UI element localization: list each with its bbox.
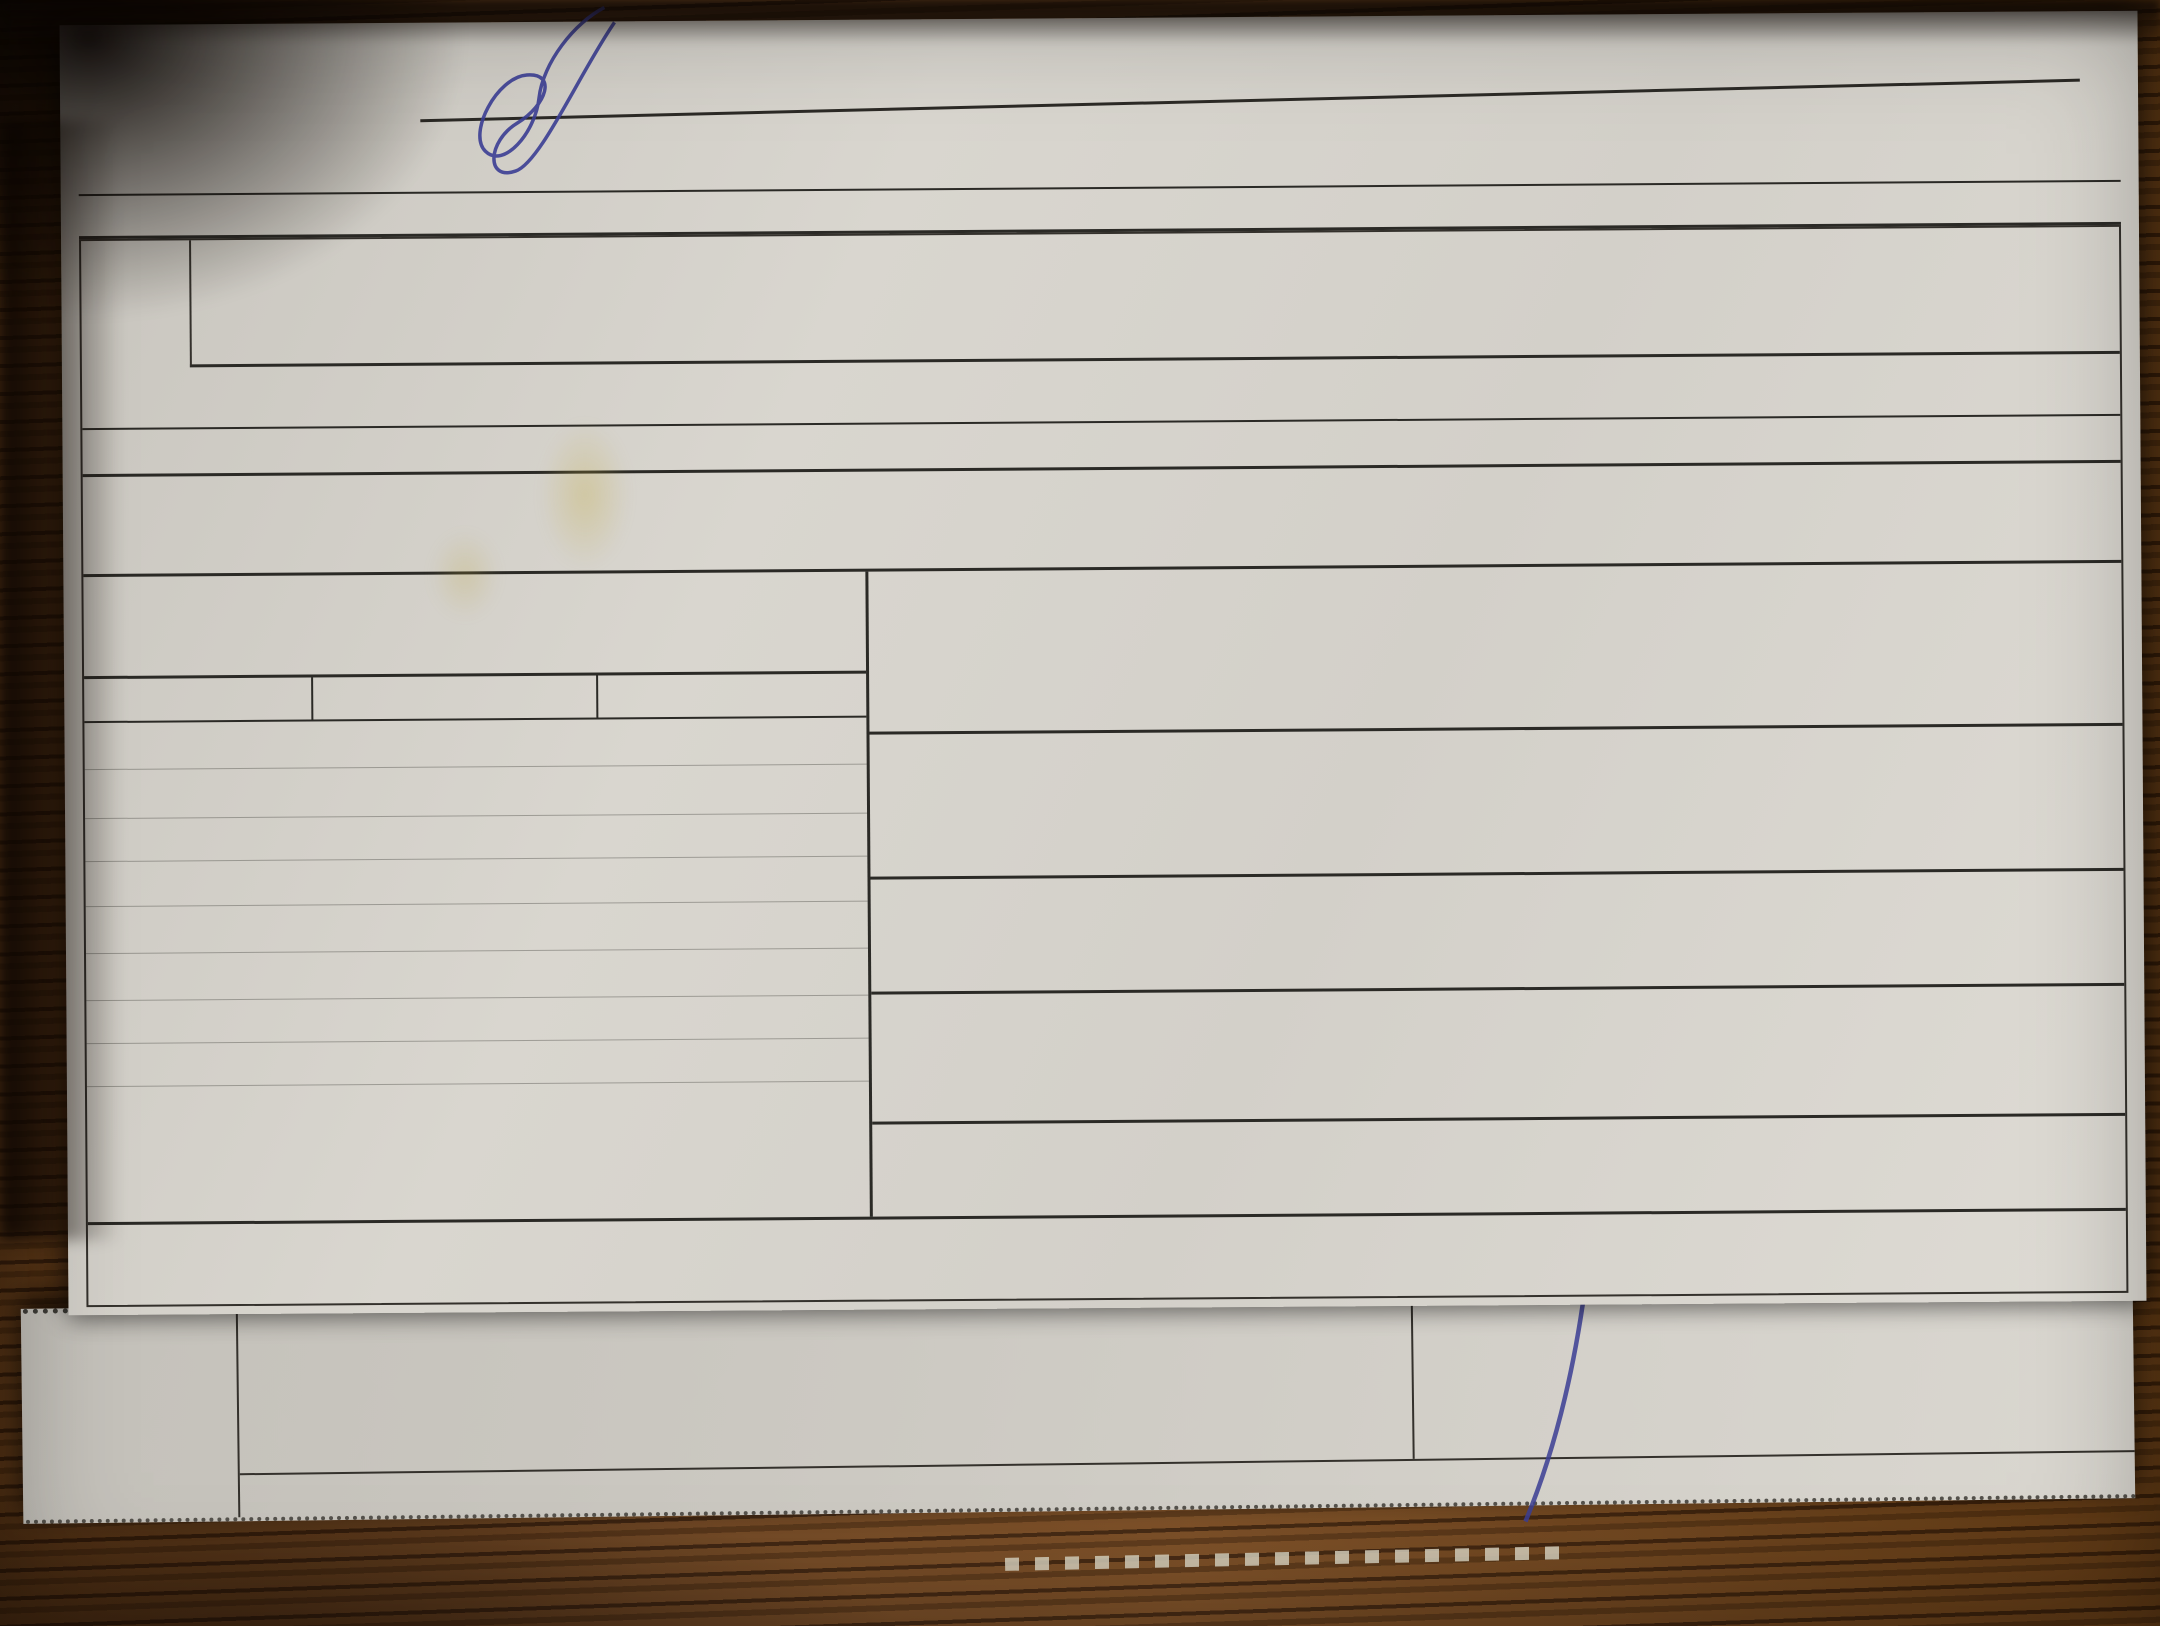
peso-cubado-row (86, 902, 868, 954)
destino-cell (836, 1218, 1137, 1300)
canhoto-left-area (236, 1288, 2135, 1517)
totals-column (83, 572, 872, 1222)
top-band-blank (1436, 1211, 2127, 1296)
cte-access-key (94, 1298, 836, 1303)
municipio-label (1989, 637, 2114, 638)
mercadoria-box (87, 1109, 870, 1222)
cnpj-label (1991, 887, 2116, 888)
remetente-cep (990, 1164, 1001, 1186)
mercadoria-title (88, 1213, 870, 1218)
pen-stroke-mark (1412, 1270, 1675, 1533)
endereco-label (1989, 670, 2114, 671)
remetente-tel (888, 1133, 899, 1155)
destino-label (836, 1282, 1136, 1284)
endereco-label (1990, 814, 2115, 815)
party-remetente (872, 1113, 2126, 1217)
cnpj-label (1990, 746, 2115, 747)
nfe-canhoto-stub (21, 1283, 2135, 1524)
tomador-ie (1868, 584, 1879, 606)
nfe-number-box (21, 1311, 239, 1520)
origem-value (1136, 1280, 1436, 1282)
origem-cell (1136, 1216, 1437, 1298)
municipio-label (1992, 1157, 2117, 1180)
party-destinatario (871, 983, 2125, 1122)
remetente-label (1993, 1200, 2118, 1201)
cnpj-label (1988, 582, 2113, 605)
authorization-protocol (94, 1296, 836, 1301)
base-calculo-row (85, 765, 867, 819)
frete-cell (313, 676, 598, 720)
situacao-row (85, 814, 867, 862)
corner-shadow (0, 0, 480, 330)
party-expedidor (870, 868, 2124, 992)
nfe-title (31, 1507, 230, 1509)
peso-kg-row (86, 949, 868, 1001)
municipio-label (1991, 914, 2116, 915)
origem-label (1136, 1280, 1436, 1282)
access-key-box (88, 1220, 837, 1305)
paper-stain (540, 420, 630, 570)
dacte-top-band (88, 1208, 2127, 1305)
paper-stain (430, 530, 500, 620)
remetente-ie (1872, 1126, 1883, 1148)
produto-line (88, 1207, 870, 1212)
nfe-number (30, 1414, 229, 1416)
tomador-label (1989, 703, 2114, 704)
municipio-label (1990, 780, 2115, 781)
valor-row (87, 1039, 869, 1087)
recebedor-label (1990, 848, 2115, 849)
expedidor-label (1991, 967, 2116, 968)
frete-row-blank (598, 674, 866, 718)
destinatario-label (1992, 1100, 2117, 1101)
party-tomador (868, 563, 2122, 732)
dacte-printed-frame (79, 225, 2128, 1307)
nome-underline (420, 79, 2080, 123)
cnpj-label (1991, 999, 2116, 1022)
nfe-series (29, 1321, 228, 1323)
volumes-row (86, 996, 868, 1044)
endereco-label (1992, 1081, 2117, 1082)
endereco-label (1991, 940, 2116, 941)
access-key-note (94, 1298, 836, 1303)
parties-column (868, 563, 2125, 1217)
top-edge-shadow (0, 0, 2160, 44)
destinatario-ie (1871, 1000, 1882, 1022)
identificacao-assinatura-cell (238, 1297, 1413, 1473)
municipio-label (1992, 1040, 2117, 1063)
destino-value (836, 1282, 1136, 1284)
endereco-label (1993, 1189, 2118, 1190)
icms-rs-row (85, 857, 867, 907)
componentes-frete-title (88, 1209, 870, 1214)
icms-pct-row (84, 718, 866, 770)
natureza-row (87, 1082, 869, 1114)
destinatario-cep (990, 1048, 1001, 1070)
party-recebedor (869, 723, 2123, 877)
cnpj-label (1992, 1124, 2117, 1147)
destinatario-tel (887, 1007, 898, 1029)
paper-perforation-remnant (1005, 1546, 1570, 1571)
frete-receber-row (84, 674, 866, 723)
